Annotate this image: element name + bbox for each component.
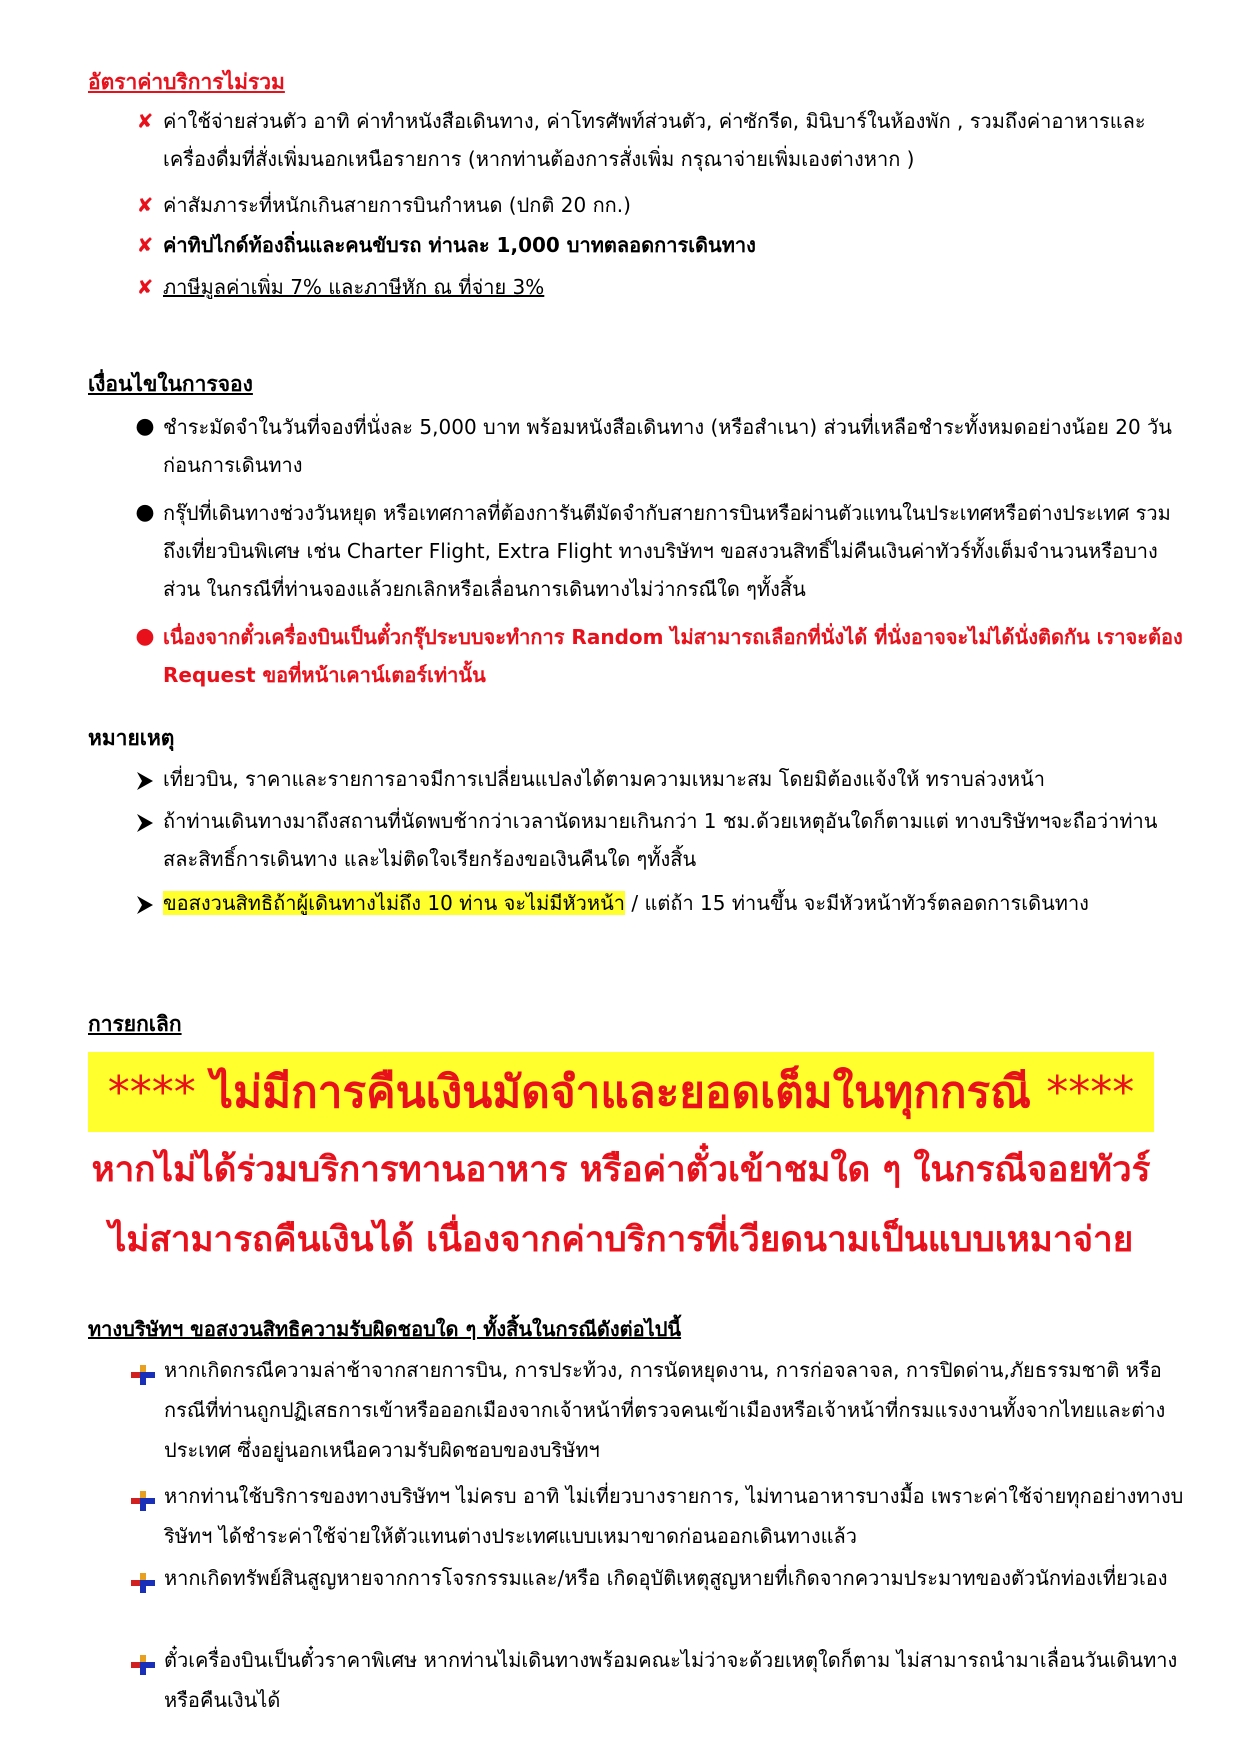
notes-item-text: ถ้าท่านเดินทางมาถึงสถานที่นัดพบช้ากว่าเวลานัดหมายเกินกว่า 1 ชม.ด้วยเหตุอันใดก็ตามแต่ ทางบริษัทฯจะถือว่าท่านสละสิทธิ์การเดินทาง และไม่ติดใจเรียกร้องขอเงินคืนใด ๆทั้งสิ้น: [163, 809, 1158, 871]
disclaimer-heading: ทางบริษัทฯ ขอสงวนสิทธิความรับผิดชอบใด ๆ ทั้งสิ้นในกรณีดังต่อไปนี้: [88, 1317, 682, 1341]
notes-item-text: เที่ยวบิน, ราคาและรายการอาจมีการเปลี่ยนแปลงได้ตามความเหมาะสม โดยมิต้องแจ้งให้ ทราบล่วงหน้า: [163, 767, 1045, 791]
plus-bullet-icon: [130, 1359, 160, 1381]
excluded-item: [130, 186, 1190, 224]
excluded-item-text: ค่าทิปไกด์ท้องถิ่นและคนขับรถ ท่านละ 1,000 บาทตลอดการเดินทาง: [163, 233, 756, 257]
disclaimer-item-text: ตั๋วเครื่องบินเป็นตั๋วราคาพิเศษ หากท่านไม่เดินทางพร้อมคณะไม่ว่าจะด้วยเหตุใดก็ตาม ไม่สามารถนำมาเลื่อนวันเดินทางหรือคืนเงินได้: [164, 1648, 1178, 1712]
arrow-icon: [130, 802, 160, 840]
notes-item-text: [163, 884, 1190, 922]
cross-icon: ✘: [136, 275, 154, 299]
excluded-heading: อัตราค่าบริการไม่รวม: [88, 70, 285, 94]
excluded-item: [130, 268, 1190, 306]
banner-message: ไม่มีการคืนเงินมัดจำและยอดเต็มในทุกกรณี: [195, 1067, 1047, 1118]
cancel-heading: การยกเลิก: [88, 1012, 182, 1036]
banner-stars-right: ****: [1046, 1067, 1135, 1118]
excluded-item-text: ค่าใช้จ่ายส่วนตัว อาทิ ค่าทำหนังสือเดินทาง, ค่าโทรศัพท์ส่วนตัว, ค่าซักรีด, มินิบาร์ในห้องพัก , รวมถึงค่าอาหารและเครื่องดื่มที่สั่งเพิ่มนอกเหนือรายการ (หากท่านต้องการสั่งเพิ่ม กรุณาจ่ายเพิ่มเองต่างหาก ): [163, 109, 1146, 171]
notes-heading: หมายเหตุ: [88, 726, 175, 750]
disclaimer-item-text: หากเกิดทรัพย์สินสูญหายจากการโจรกรรมและ/หรือ เกิดอุบัติเหตุสูญหายที่เกิดจากความประมาทของตัวนักท่องเที่ยวเอง: [164, 1566, 1168, 1590]
plus-bullet-icon: [130, 1567, 160, 1589]
disclaimer-item: [130, 1640, 1190, 1720]
cancel-line-2: ไม่สามารถคืนเงินได้ เนื่องจากค่าบริการที่เวียดนามเป็นแบบเหมาจ่าย: [108, 1220, 1134, 1260]
disclaimer-item-text: หากท่านใช้บริการของทางบริษัทฯ ไม่ครบ อาทิ ไม่เที่ยวบางรายการ, ไม่ทานอาหารบางมื้อ เพราะค่าใช้จ่ายทุกอย่างทางบริษัทฯ ได้ชำระค่าใช้จ่ายให้ตัวแทนต่างประเทศแบบเหมาขาดก่อนออกเดินทางแล้ว: [164, 1484, 1184, 1548]
bullet-icon: ●: [135, 624, 155, 649]
bullet-icon: ●: [135, 414, 155, 439]
notes-item: [130, 760, 1190, 798]
cancel-line-1: หากไม่ได้ร่วมบริการทานอาหาร หรือค่าตั๋วเข้าชมใด ๆ ในกรณีจอยทัวร์: [91, 1150, 1151, 1190]
booking-item-text: กรุ๊ปที่เดินทางช่วงวันหยุด หรือเทศกาลที่ต้องการันตีมัดจำกับสายการบินหรือผ่านตัวแทนในประเทศหรือต่างประเทศ รวมถึงเที่ยวบินพิเศษ เช่น Charter Flight, Extra Flight ทางบริษัทฯ ขอสงวนสิทธิ์ไม่คืนเงินค่าทัวร์ทั้งเต็มจำนวนหรือบางส่วน ในกรณีที่ท่านจองแล้วยกเลิกหรือเลื่อนการเดินทางไม่ว่ากรณีใด ๆทั้งสิ้น: [163, 501, 1171, 601]
arrow-icon: [130, 884, 160, 922]
booking-item-text: ชำระมัดจำในวันที่จองที่นั่งละ 5,000 บาท พร้อมหนังสือเดินทาง (หรือสำเนา) ส่วนที่เหลือชำระทั้งหมดอย่างน้อย 20 วันก่อนการเดินทาง: [163, 415, 1172, 477]
booking-item: [130, 494, 1190, 608]
cross-icon: ✘: [136, 233, 154, 257]
plus-bullet-icon: [130, 1485, 160, 1507]
banner-stars-left: ****: [107, 1067, 196, 1118]
notes-item: [130, 802, 1190, 878]
disclaimer-item: [130, 1350, 1190, 1470]
plus-bullet-icon: [130, 1649, 160, 1671]
banner-text: [108, 1057, 1135, 1127]
no-refund-banner: [88, 1052, 1154, 1132]
cross-icon: ✘: [136, 193, 154, 217]
disclaimer-item: [130, 1558, 1190, 1598]
notes-item: [130, 884, 1190, 922]
disclaimer-item-text: หากเกิดกรณีความล่าช้าจากสายการบิน, การประท้วง, การนัดหยุดงาน, การก่อจลาจล, การปิดด่าน,ภัยธรรมชาติ หรือกรณีที่ท่านถูกปฏิเสธการเข้าหรือออกเมืองจากเจ้าหน้าที่ตรวจคนเข้าเมืองหรือเจ้าหน้าที่กรมแรงงานทั้งจากไทยและต่างประเทศ ซึ่งอยู่นอกเหนือความรับผิดชอบของบริษัทฯ: [164, 1358, 1166, 1462]
highlighted-text: ขอสงวนสิทธิถ้าผู้เดินทางไม่ถึง 10 ท่าน จะไม่มีหัวหน้า: [163, 891, 626, 915]
excluded-item-text: ภาษีมูลค่าเพิ่ม 7% และภาษีหัก ณ ที่จ่าย 3%: [163, 275, 545, 299]
cross-icon: ✘: [136, 109, 154, 133]
notes-item-rest: / แต่ถ้า 15 ท่านขึ้น จะมีหัวหน้าทัวร์ตลอดการเดินทาง: [625, 891, 1089, 915]
booking-item-text: เนื่องจากตั๋วเครื่องบินเป็นตั๋วกรุ๊ประบบจะทำการ Random ไม่สามารถเลือกที่นั่งได้ ที่นั่งอาจจะไม่ได้นั่งติดกัน เราจะต้อง Request ขอที่หน้าเคาน์เตอร์เท่านั้น: [163, 625, 1183, 687]
booking-item: [130, 618, 1190, 694]
excluded-item: [130, 102, 1190, 178]
excluded-item-text: ค่าสัมภาระที่หนักเกินสายการบินกำหนด (ปกติ 20 กก.): [163, 193, 631, 217]
arrow-icon: [130, 760, 160, 798]
disclaimer-item: [130, 1476, 1190, 1556]
excluded-item: [130, 226, 1190, 264]
booking-item: [130, 408, 1190, 484]
booking-heading: เงื่อนไขในการจอง: [88, 372, 253, 396]
bullet-icon: ●: [135, 500, 155, 525]
